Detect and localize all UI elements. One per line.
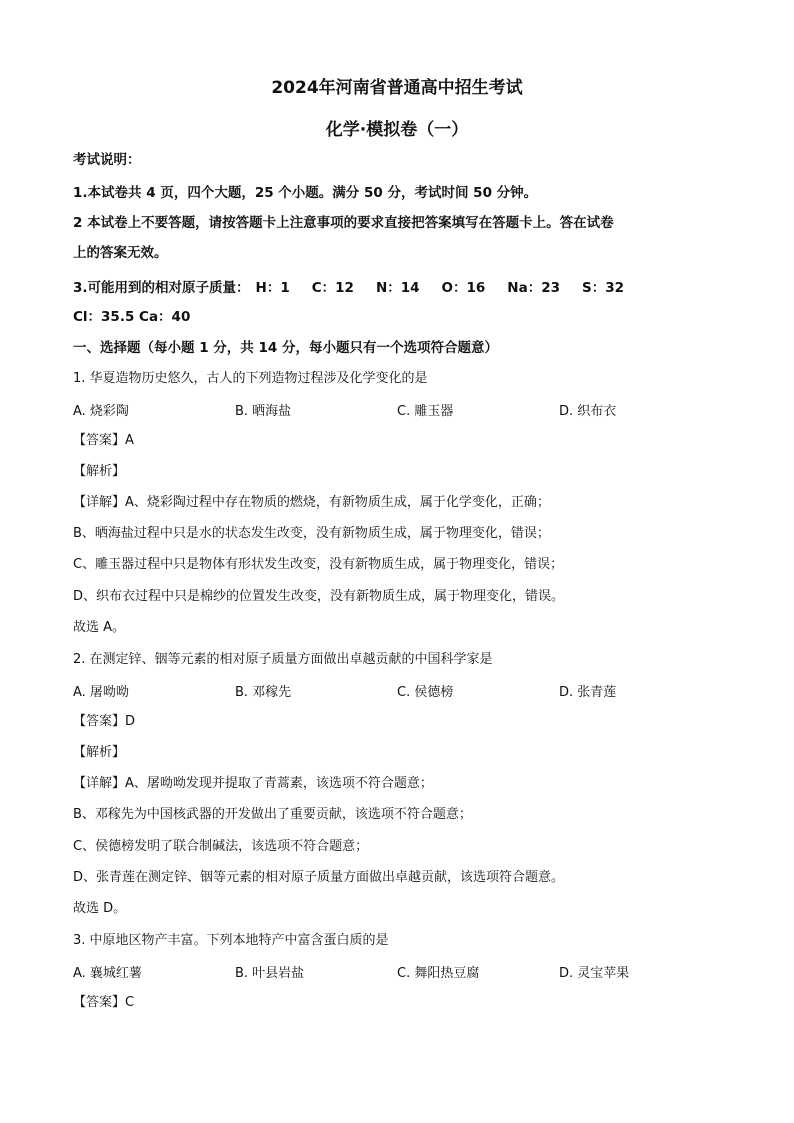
q1-option-a: A. 烧彩陶 <box>73 404 129 419</box>
q3-option-d: D. 灵宝苹果 <box>559 966 630 981</box>
q2-conclusion: 故选 D。 <box>73 901 127 916</box>
instruction-item-2-line-1: 2 本试卷上不要答题，请按答题卡上注意事项的要求直接把答案填写在答题卡上。答在试卷 <box>73 215 614 231</box>
q1-detail-a: 【详解】A、烧彩陶过程中存在物质的燃烧，有新物质生成，属于化学变化，正确； <box>73 495 550 510</box>
q3-stem: 3. 中原地区物产丰富。下列本地特产中富含蛋白质的是 <box>73 933 389 948</box>
instruction-item-2-line-2: 上的答案无效。 <box>73 245 168 261</box>
q1-option-d: D. 织布衣 <box>559 404 617 419</box>
atom-n: N：14 <box>375 280 420 296</box>
q1-detail-d: D、织布衣过程中只是棉纱的位置发生改变，没有新物质生成，属于物理变化，错误。 <box>73 589 565 604</box>
q2-option-c: C. 侯德榜 <box>397 685 454 700</box>
q1-option-c: C. 雕玉器 <box>397 404 454 419</box>
q1-answer: 【答案】A <box>73 433 134 448</box>
instructions-heading: 考试说明： <box>73 152 141 168</box>
q2-detail-b: B、邓稼先为中国核武器的开发做出了重要贡献，该选项不符合题意； <box>73 807 472 822</box>
section-1-heading: 一、选择题（每小题 1 分，共 14 分，每小题只有一个选项符合题意） <box>73 340 498 356</box>
q3-answer: 【答案】C <box>73 995 135 1010</box>
q3-option-b: B. 叶县岩盐 <box>235 966 305 981</box>
q2-detail-d: D、张青莲在测定锌、铟等元素的相对原子质量方面做出卓越贡献，该选项符合题意。 <box>73 870 565 885</box>
atom-c: C：12 <box>311 280 354 296</box>
q2-analysis-label: 【解析】 <box>73 745 126 760</box>
atomic-mass-line <box>73 276 646 296</box>
q1-detail-b: B、晒海盐过程中只是水的状态发生改变，没有新物质生成，属于物理变化，错误； <box>73 526 550 541</box>
q2-answer: 【答案】D <box>73 714 136 729</box>
q2-option-a: A. 屠呦呦 <box>73 685 129 700</box>
page-subtitle: 化学·模拟卷（一） <box>325 120 469 140</box>
atom-na: Na：23 <box>507 280 560 296</box>
q2-detail-a: 【详解】A、屠呦呦发现并提取了青蒿素，该选项不符合题意； <box>73 776 433 791</box>
q1-detail-c: C、雕玉器过程中只是物体有形状发生改变，没有新物质生成，属于物理变化，错误； <box>73 557 564 572</box>
q2-option-d: D. 张青莲 <box>559 685 617 700</box>
page-title: 2024年河南省普通高中招生考试 <box>271 78 523 98</box>
q1-conclusion: 故选 A。 <box>73 620 126 635</box>
q1-analysis-label: 【解析】 <box>73 464 126 479</box>
q1-stem: 1. 华夏造物历史悠久，古人的下列造物过程涉及化学变化的是 <box>73 371 428 386</box>
q3-option-c: C. 舞阳热豆腐 <box>397 966 480 981</box>
atom-o: O：16 <box>441 280 486 296</box>
atomic-mass-line-2: Cl：35.5 Ca：40 <box>73 309 191 325</box>
atom-h: H：1 <box>255 280 290 296</box>
q2-stem: 2. 在测定锌、铟等元素的相对原子质量方面做出卓越贡献的中国科学家是 <box>73 652 493 667</box>
q2-option-b: B. 邓稼先 <box>235 685 292 700</box>
q1-option-b: B. 晒海盐 <box>235 404 292 419</box>
instruction-item-1: 1.本试卷共 4 页，四个大题，25 个小题。满分 50 分，考试时间 50 分钟。 <box>73 185 538 201</box>
atom-s: S：32 <box>582 280 625 296</box>
atomic-mass-prefix: 3.可能用到的相对原子质量： <box>73 280 250 296</box>
q3-option-a: A. 襄城红薯 <box>73 966 142 981</box>
q2-detail-c: C、侯德榜发明了联合制碱法，该选项不符合题意； <box>73 839 369 854</box>
